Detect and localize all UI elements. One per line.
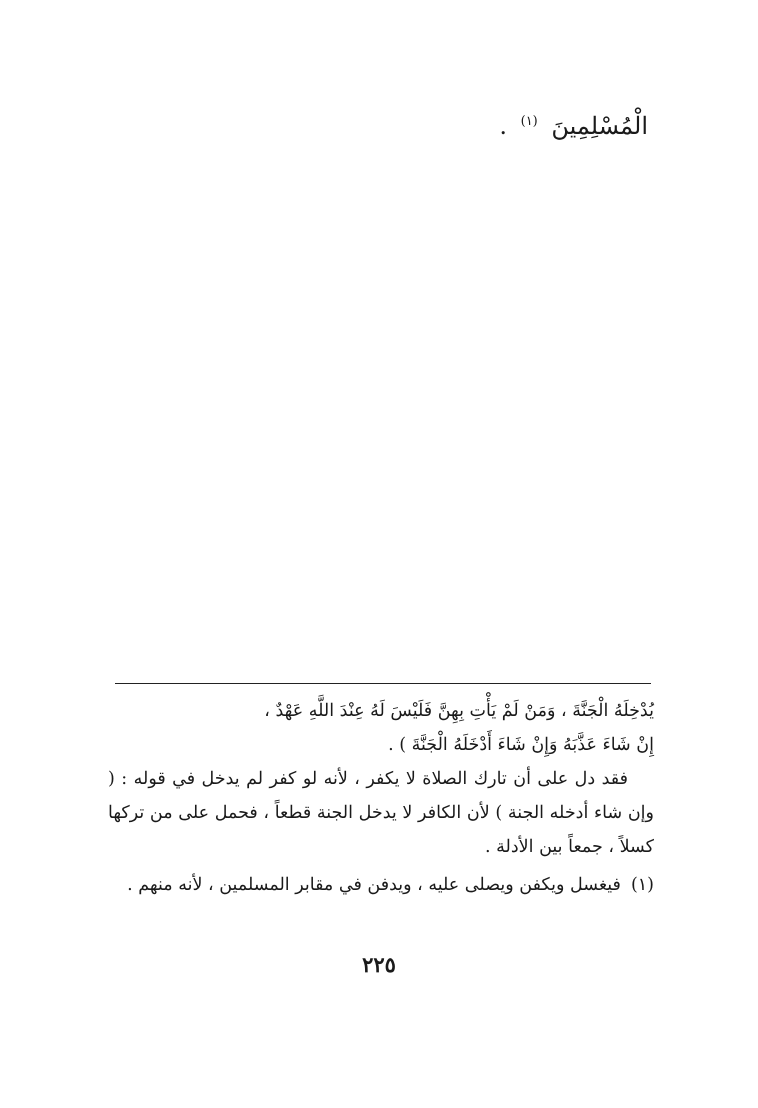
commentary-paragraph: فقد دل على أن تارك الصلاة لا يكفر ، لأنه لو كفر لم يدخل في قوله : ( وإن شاء أدخله الجنة ) لأن الكافر لا يدخل الجنة قطعاً ، فحمل على من تركها كسلاً ، جمعاً بين الأدلة . — [108, 769, 654, 857]
page-number: ٢٢٥ — [362, 952, 396, 977]
footnote-separator — [115, 683, 651, 684]
footnote-reference-marker: (١) — [520, 114, 538, 129]
hadith-line-1: يُدْخِلَهُ الْجَنَّةَ ، وَمَنْ لَمْ يَأْتِ بِهِنَّ فَلَيْسَ لَهُ عِنْدَ اللَّهِ عَهْدٌ ، — [264, 701, 654, 721]
main-text-line — [499, 112, 648, 140]
sentence-end-mark: . — [499, 112, 507, 140]
footnote-number: (١) — [630, 875, 654, 895]
footnote-text: فيغسل ويكفن ويصلى عليه ، ويدفن في مقابر المسلمين ، لأنه منهم . — [127, 875, 621, 895]
footnote-1 — [108, 868, 654, 902]
main-text-word: الْمُسْلِمِينَ — [551, 112, 648, 140]
footnotes-section — [108, 694, 654, 902]
hadith-line-2: إِنْ شَاءَ عَذَّبَهُ وَإِنْ شَاءَ أَدْخَلَهُ الْجَنَّةَ ) . — [388, 735, 654, 755]
